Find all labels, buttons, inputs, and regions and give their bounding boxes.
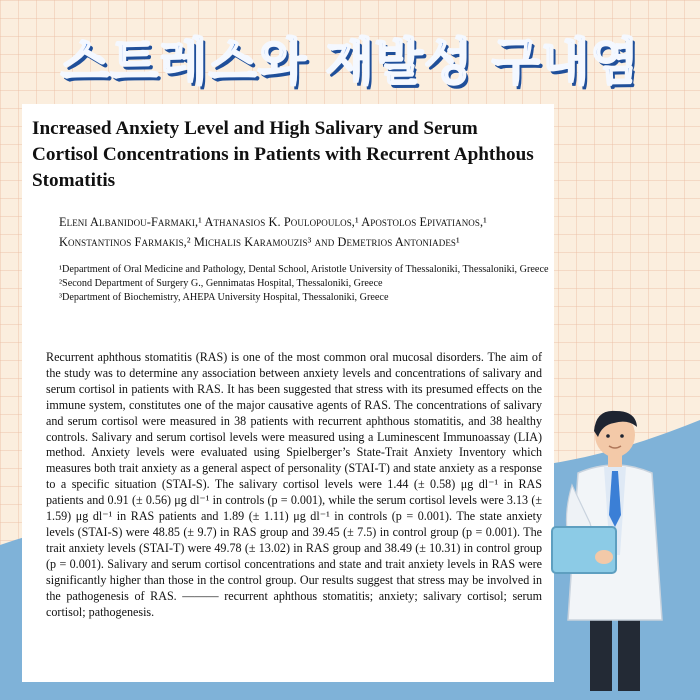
tablet-icon — [552, 527, 616, 573]
author-line: Eleni Albanidou-Farmaki,¹ Athanasios K. Poulopoulos,¹ Apostolos Epivatianos,¹ — [59, 215, 487, 229]
author-list — [59, 212, 549, 252]
korean-headline: 스트레스와 재발성 구내염 — [60, 33, 640, 91]
paper-title: Increased Anxiety Level and High Salivary and Serum Cortisol Concentrations in Patients with Recurrent Aphthous Stomatitis — [32, 118, 534, 191]
abstract-text: Recurrent aphthous stomatitis (RAS) is one of the most common oral mucosal disorders. The aim of the study was to determine any association between anxiety levels and concentrations of salivary and serum cortisol in patients with RAS. It has been suggested that stress with its presumed effects on the immune system, constitutes one of the major causative agents of RAS. The concentrations of salivary and serum cortisol were measured in 38 patients with recurrent aphthous stomatitis, and 38 healthy controls. Salivary and serum cortisol levels were measured using a Luminescent Immunoassay (LIA) method. Anxiety levels were evaluated using Spielberger’s State-Trait Anxiety Inventory which measures both trait anxiety as a general aspect of personality (STAI-T) and state anxiety as a response to a specific situation (STAI-S). The salivary cortisol levels were 1.44 (± 0.58) μg dl⁻¹ in RAS patients and 0.91 (± 0.56) μg dl⁻¹ in controls (p = 0.001), while the serum cortisol levels were 3.13 (± 1.59) μg dl⁻¹ in RAS patients and 1.89 (± 1.11) μg dl⁻¹ in controls (p = 0.001). The state anxiety levels (STAI-S) were 48.85 (± 9.7) in RAS group and 39.45 (± 7.5) in control group (p = 0.001). The trait anxiety levels (STAI-T) were 49.78 (± 13.02) in RAS group and 38.49 (± 10.31) in control group (p = 0.001). Salivary and serum cortisol concentrations and state and trait anxiety levels in RAS were significantly higher than those in the control group. Our results suggest that stress may be involved in the pathogenesis of RAS. ——— recurrent aphthous stomatitis; anxiety; salivary cortisol; serum cortisol; pathogenesis. — [46, 350, 542, 619]
affiliation-item: ¹Department of Oral Medicine and Pathology, Dental School, Aristotle University of Thessaloniki, Thessaloniki, Greece — [59, 264, 549, 275]
author-line: Konstantinos Farmakis,² Michalis Karamouzis³ and Demetrios Antoniades¹ — [59, 235, 460, 249]
affiliation-item: ²Second Department of Surgery G., Gennimatas Hospital, Thessaloniki, Greece — [59, 278, 383, 289]
affiliation-list — [59, 263, 549, 305]
affiliation-item: ³Department of Biochemistry, AHEPA University Hospital, Thessaloniki, Greece — [59, 292, 389, 303]
paper-excerpt — [22, 104, 554, 682]
doctor-illustration — [548, 405, 693, 695]
